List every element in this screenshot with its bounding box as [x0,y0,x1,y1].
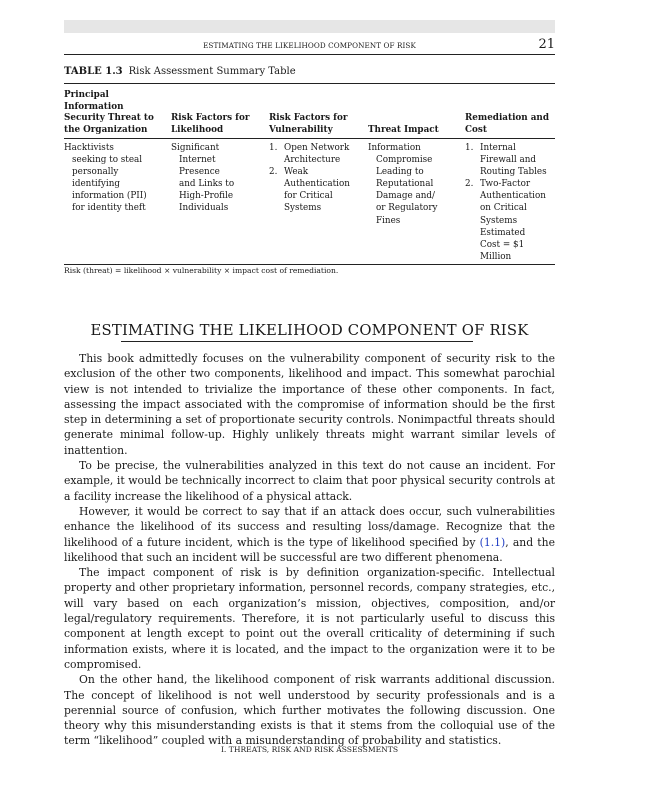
running-head [64,38,555,55]
cell-remediation [465,142,547,263]
paragraph-3: However, it would be correct to say that if an attack does occur, such vulnerabilities enhance the likelihood of its success and resulting loss/damage. Recognize that the likelihood of a future incident, which is the type of likelihood specified by (1.1), and the likelihood that such an incident will be successful are two different phenomena. [64,504,555,564]
running-title: ESTIMATING THE LIKELIHOOD COMPONENT OF RISK [203,41,416,50]
remediation-item-1: 1. Internal Firewall and Routing Tables [465,143,547,178]
vulnerability-item-1: 1. Open Network Architecture [269,143,350,166]
col-header-remediation: Remediation and Cost [465,113,549,135]
section-heading: ESTIMATING THE LIKELIHOOD COMPONENT OF RISK [90,322,529,339]
table-footnote: Risk (threat) = likelihood × vulnerability × impact cost of remediation. [64,266,339,275]
table-caption [64,66,296,77]
vulnerability-item-2: 2. Weak Authentication for Critical Systems [269,167,350,214]
table-top-rule [64,83,555,84]
table-bottom-rule [64,264,555,265]
table-label: TABLE 1.3 [64,66,123,77]
cell-likelihood: Significant Internet Presence and Links to High-Profile Individuals [171,143,235,214]
page-footer: I. THREATS, RISK AND RISK ASSESSMENTS [220,745,399,754]
paragraph-4: The impact component of risk is by definition organization-specific. Intellectual property and other proprietary information, personnel records, company strategies, etc., will vary based on each organization’s mission, objectives, composition, and/or legal/regulatory requirements. Therefore, it is not particularly useful to discuss this component at length except to point out the overall criticality of determining if such information exists, where it is located, and the impact to the organization were it to be compromised. [64,566,555,671]
paragraph-5: On the other hand, the likelihood component of risk warrants additional discussion. The concept of likelihood is not well understood by security professionals and is a perennial source of confusion, which further motivates the following discussion. One theory why this misunderstanding exists is that it stems from the colloquial use of the term “likelihood” coupled with a misunderstanding of probability and statistics. [64,673,555,748]
paragraph-2: To be precise, the vulnerabilities analyzed in this text do not cause an incident. For example, it would be technically incorrect to claim that poor physical security controls at a facility increase the likelihood of a physical attack. [64,459,555,503]
cell-vulnerability [269,142,350,215]
table-title: Risk Assessment Summary Table [128,66,296,77]
heading-underline [121,341,473,342]
equation-link[interactable]: (1.1) [479,535,506,549]
col-header-threat: Principal Information Security Threat to the Organization [64,90,154,135]
body-text [64,351,555,749]
col-header-impact: Threat Impact [368,125,439,135]
paragraph-1: This book admittedly focuses on the vulnerability component of security risk to the exclusion of the other two components, likelihood and impact. This somewhat parochial view is not intended to trivialize the importance of these other components. In fact, assessing the impact associated with the compromise of information should be the first step in determining a set of proportionate security controls. Nonimpactful threats should generate minimal follow-up. Highly unlikely threats might warrant similar levels of inattention. [64,352,555,457]
cell-threat: Hacktivists seeking to steal personally identifying information (PII) for identity theft [64,143,147,214]
cell-impact: Information Compromise Leading to Reputational Damage and/ or Regulatory Fines [368,143,438,226]
col-header-likelihood: Risk Factors for Likelihood [171,113,250,135]
top-shade-bar [64,20,555,33]
remediation-item-2: 2. Two-Factor Authentication on Critical Systems Estimated Cost = $1 Million [465,179,546,262]
col-header-vulnerability: Risk Factors for Vulnerability [269,113,348,135]
table-header-rule [64,138,555,139]
page-number: 21 [538,37,555,52]
